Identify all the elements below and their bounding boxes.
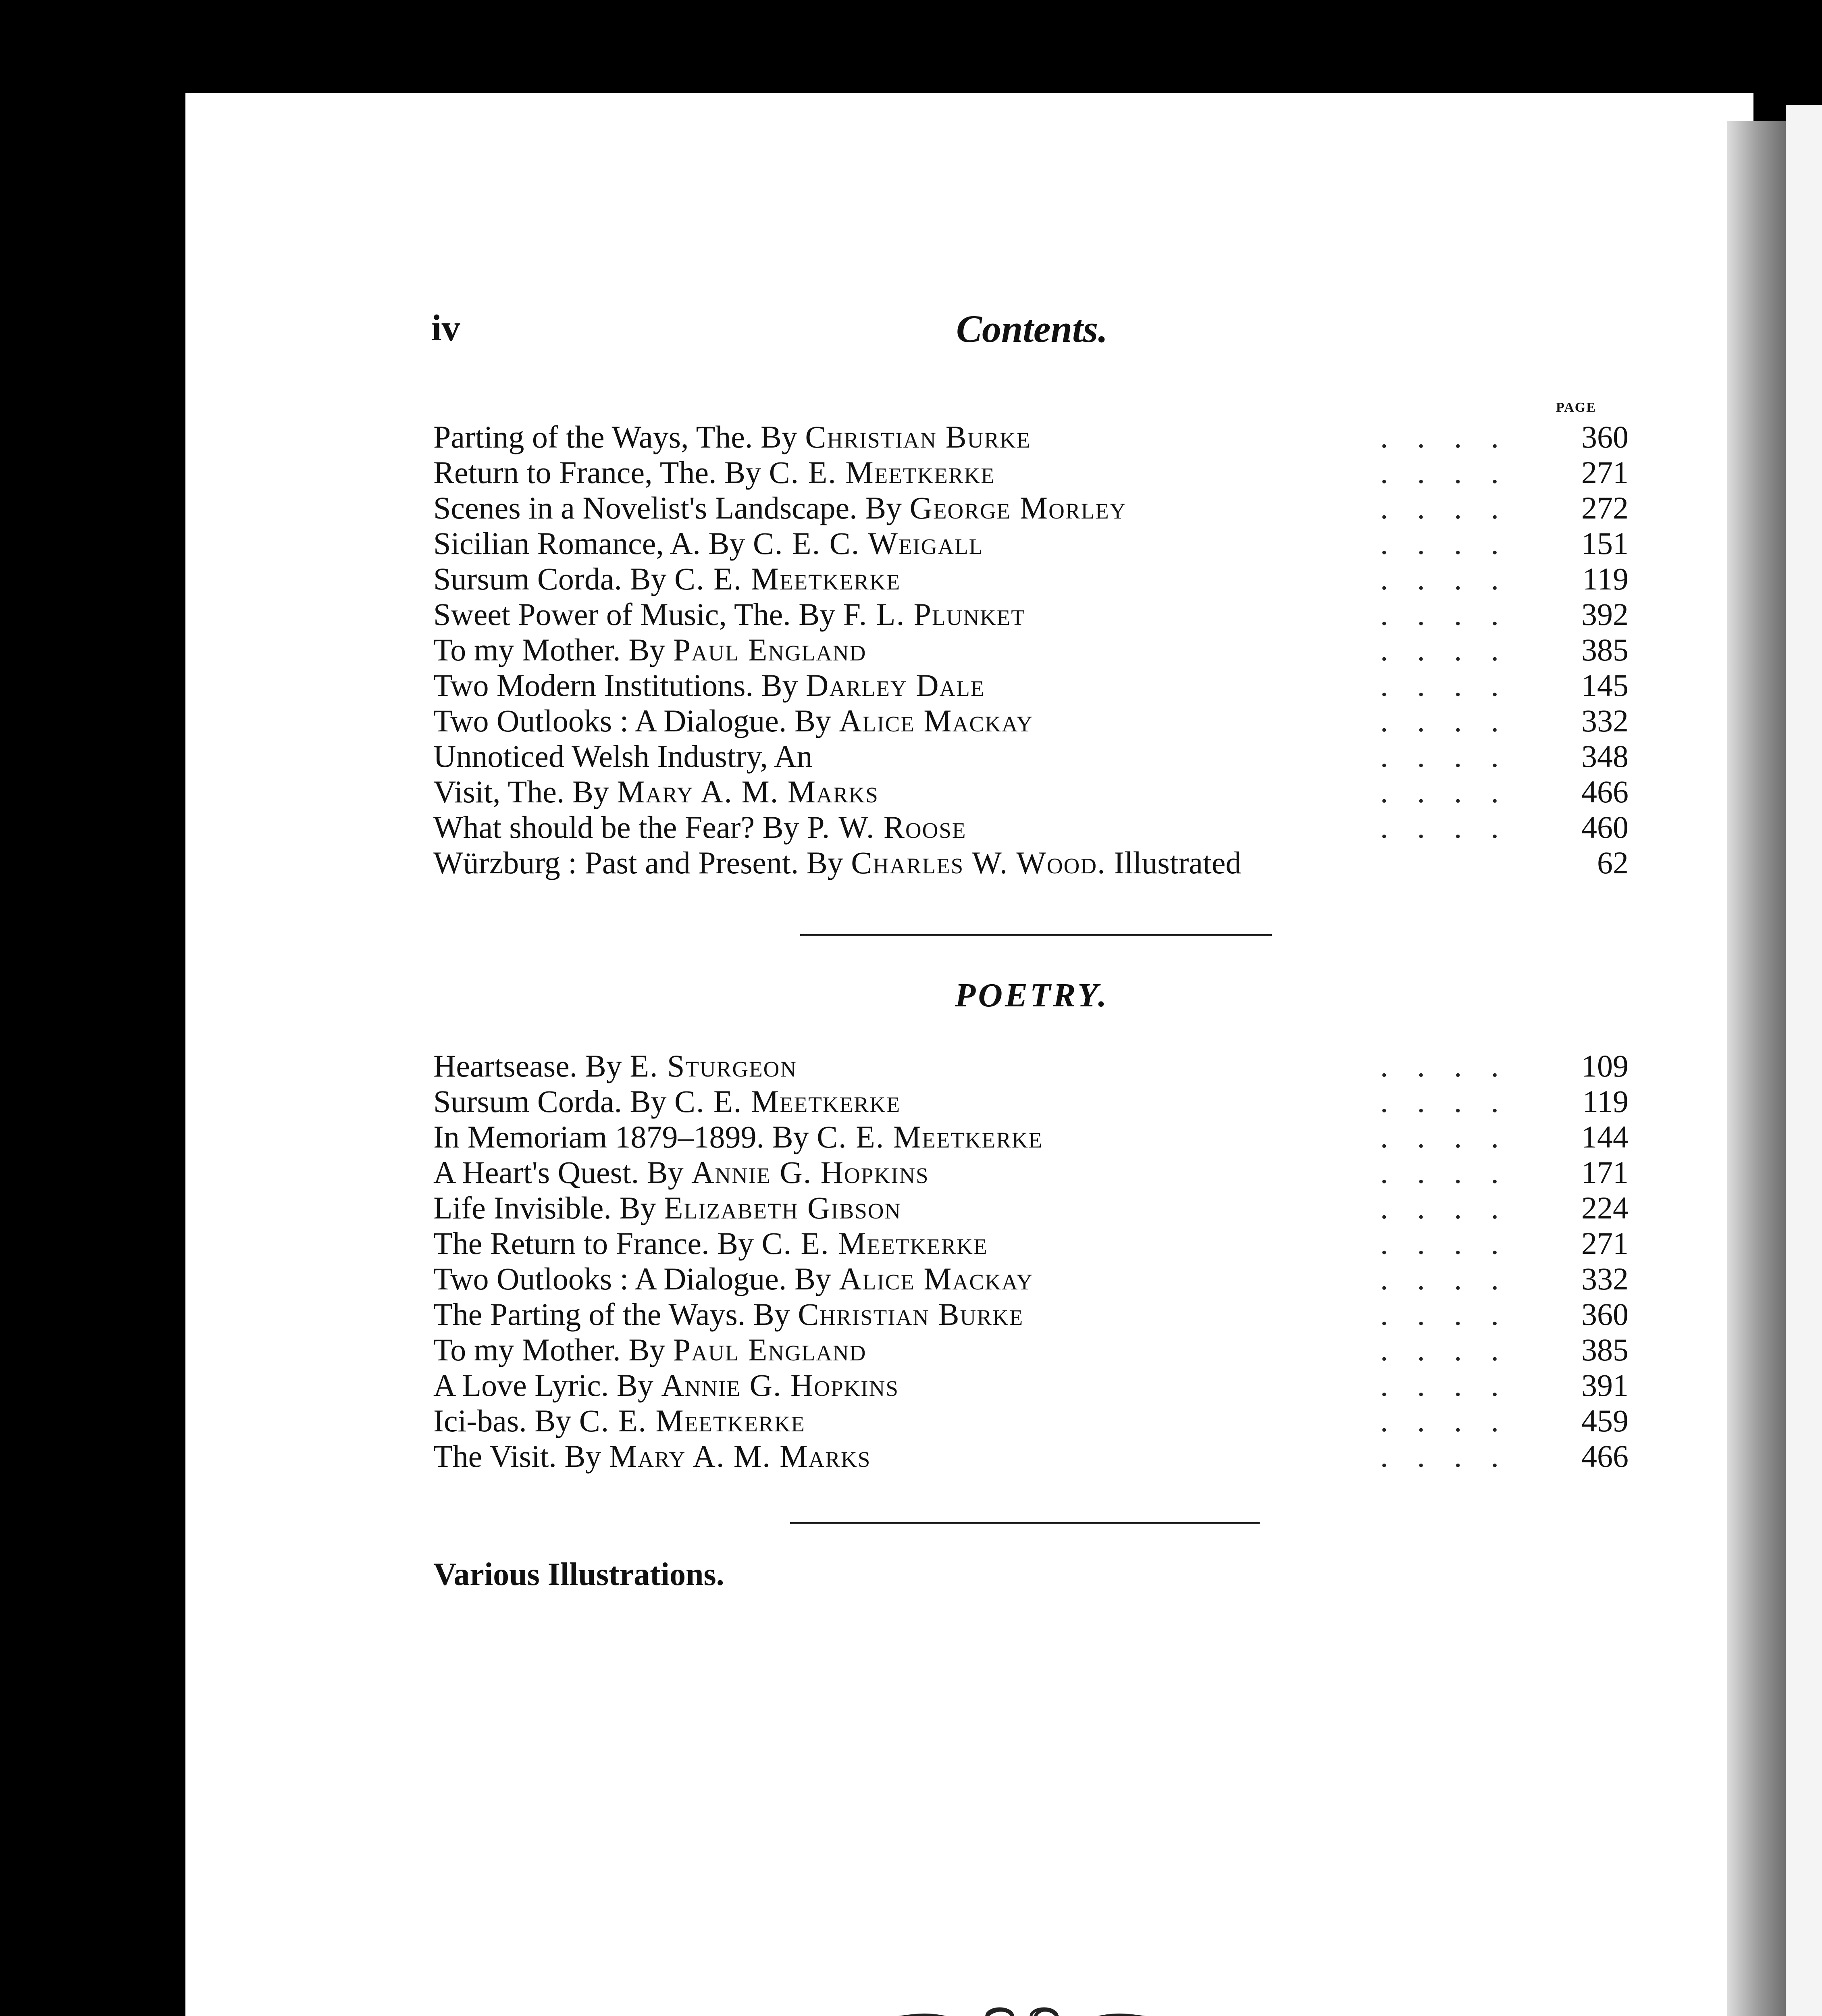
dot-leader: .... (1380, 810, 1528, 845)
entry-text (433, 810, 967, 845)
entry-title: The Visit. (433, 1439, 557, 1474)
entry-by: By (630, 561, 667, 596)
poetry-contents-list (433, 1048, 1629, 1474)
entry-text (433, 1119, 1043, 1155)
entry-author: Alice Mackay (839, 1261, 1034, 1296)
dot-leader: .... (1380, 419, 1528, 454)
toc-entry (433, 597, 1629, 632)
entry-author: P. W. Roose (807, 810, 967, 845)
section-divider (790, 1522, 1260, 1524)
entry-page-number: 466 (1581, 1439, 1629, 1474)
entry-text (433, 1439, 871, 1474)
toc-entry (433, 1403, 1629, 1439)
dot-leader: .... (1380, 739, 1528, 774)
dot-leader: .... (1380, 668, 1528, 703)
entry-title: Two Outlooks : A Dialogue. (433, 1261, 787, 1296)
entry-by: By (724, 455, 761, 490)
entry-author: Annie G. Hopkins (691, 1155, 929, 1190)
entry-by: By (806, 845, 843, 880)
entry-page-number: 360 (1581, 1297, 1629, 1332)
entry-author: C. E. Meetkerke (674, 561, 901, 596)
entry-by: By (628, 1332, 666, 1367)
entry-text (433, 490, 1126, 526)
entry-title: To my Mother. (433, 1332, 621, 1367)
entry-author: Christian Burke (805, 419, 1031, 454)
entry-author: Christian Burke (798, 1297, 1024, 1332)
entry-by: By (865, 490, 902, 525)
entry-page-number: 460 (1581, 810, 1629, 845)
entry-by: By (616, 1368, 653, 1403)
dot-leader: .... (1380, 632, 1528, 667)
running-title: Contents. (956, 307, 1108, 350)
entry-author: George Morley (909, 490, 1127, 525)
entry-page-number: 466 (1581, 774, 1629, 809)
toc-entry (433, 774, 1629, 810)
dot-leader: .... (1380, 1297, 1528, 1332)
entry-text (433, 739, 812, 774)
entry-text (433, 1332, 866, 1368)
entry-title: The Parting of the Ways. (433, 1297, 746, 1332)
toc-entry (433, 739, 1629, 774)
entry-by: By (564, 1439, 601, 1474)
entry-page-number: 271 (1581, 455, 1629, 490)
entry-by: By (585, 1048, 622, 1083)
entry-text (433, 1155, 929, 1190)
poetry-heading: POETRY. (955, 977, 1109, 1014)
entry-title: Life Invisible. (433, 1190, 611, 1225)
entry-text (433, 561, 901, 597)
entry-page-number: 224 (1581, 1190, 1629, 1225)
various-illustrations: Various Illustrations. (433, 1557, 724, 1592)
entry-page-number: 145 (1581, 668, 1629, 703)
entry-by: By (628, 632, 666, 667)
entry-page-number: 332 (1581, 1261, 1629, 1296)
entry-author: Charles W. Wood. (851, 845, 1106, 880)
entry-by: By (794, 1261, 831, 1296)
dot-leader: .... (1380, 526, 1528, 561)
entry-page-number: 392 (1581, 597, 1629, 632)
next-page-edge (1786, 105, 1822, 2016)
toc-entry (433, 455, 1629, 490)
entry-title: A Love Lyric. (433, 1368, 609, 1403)
dot-leader: .... (1380, 1439, 1528, 1474)
dot-leader: .... (1380, 597, 1528, 632)
toc-entry (433, 1261, 1629, 1297)
entry-text (433, 597, 1025, 632)
entry-text (433, 632, 866, 668)
entry-author: Annie G. Hopkins (661, 1368, 899, 1403)
entry-title: Sweet Power of Music, The. (433, 597, 791, 632)
entry-title: Ici-bas. (433, 1403, 527, 1438)
toc-entry (433, 419, 1629, 455)
dot-leader: .... (1380, 1119, 1528, 1154)
entry-text (433, 774, 879, 810)
toc-entry (433, 1297, 1629, 1332)
entry-title: Two Outlooks : A Dialogue. (433, 703, 787, 738)
entry-text (433, 455, 995, 490)
entry-by: By (762, 810, 799, 845)
toc-entry (433, 490, 1629, 526)
entry-text (433, 1261, 1033, 1297)
entry-by: By (799, 597, 836, 632)
entry-page-number: 119 (1582, 1084, 1629, 1119)
entry-text (433, 845, 1241, 881)
entry-author: F. L. Plunket (843, 597, 1025, 632)
entry-text (433, 1226, 988, 1261)
entry-title: What should be the Fear? (433, 810, 755, 845)
entry-title: Würzburg : Past and Present. (433, 845, 799, 880)
toc-entry (433, 1190, 1629, 1226)
entry-page-number: 151 (1581, 526, 1629, 561)
toc-entry (433, 845, 1629, 881)
entry-text (433, 1084, 901, 1119)
entry-text (433, 668, 985, 703)
entry-text (433, 526, 983, 561)
tailpiece-ornament (742, 2000, 1302, 2016)
page-folio: iv (431, 307, 460, 348)
dot-leader: .... (1380, 774, 1528, 809)
entry-by: By (708, 526, 745, 561)
entry-title: Sicilian Romance, A. (433, 526, 701, 561)
entry-page-number: 119 (1582, 561, 1629, 596)
entry-page-number: 109 (1581, 1048, 1629, 1083)
toc-entry (433, 1226, 1629, 1261)
entry-note: Illustrated (1114, 845, 1242, 880)
toc-entry (433, 526, 1629, 561)
dot-leader: .... (1380, 1368, 1528, 1403)
entry-title: Scenes in a Novelist's Landscape. (433, 490, 857, 525)
entry-title: The Return to France. (433, 1226, 709, 1261)
entry-author: Mary A. M. Marks (609, 1439, 871, 1474)
dot-leader: .... (1380, 703, 1528, 738)
entry-author: E. Sturgeon (630, 1048, 797, 1083)
entry-title: Return to France, The. (433, 455, 717, 490)
toc-entry (433, 1155, 1629, 1190)
entry-author: Elizabeth Gibson (663, 1190, 902, 1225)
section-divider (800, 934, 1272, 936)
entry-page-number: 144 (1581, 1119, 1629, 1154)
dot-leader: .... (1380, 1155, 1528, 1190)
entry-text (433, 1368, 899, 1403)
entry-title: In Memoriam 1879–1899. (433, 1119, 765, 1154)
toc-entry (433, 668, 1629, 703)
dot-leader: .... (1380, 1084, 1528, 1119)
dot-leader: .... (1380, 490, 1528, 525)
dot-leader: .... (1380, 561, 1528, 596)
entry-by: By (572, 774, 609, 809)
entry-title: To my Mother. (433, 632, 621, 667)
entry-text (433, 1048, 797, 1084)
toc-entry (433, 1119, 1629, 1155)
entry-by: By (760, 419, 797, 454)
entry-by: By (630, 1084, 667, 1119)
entry-author: Mary A. M. Marks (617, 774, 879, 809)
entry-title: Parting of the Ways, The. (433, 419, 753, 454)
dot-leader: .... (1380, 1190, 1528, 1225)
entry-author: Paul England (673, 1332, 867, 1367)
entry-page-number: 360 (1581, 419, 1629, 454)
prose-contents-list (433, 419, 1629, 881)
entry-author: C. E. Meetkerke (579, 1403, 805, 1438)
entry-by: By (753, 1297, 790, 1332)
entry-title: A Heart's Quest. (433, 1155, 639, 1190)
entry-title: Visit, The. (433, 774, 565, 809)
entry-page-number: 459 (1581, 1403, 1629, 1438)
entry-title: Sursum Corda. (433, 1084, 622, 1119)
dot-leader: .... (1380, 1261, 1528, 1296)
entry-author: C. E. C. Weigall (753, 526, 984, 561)
entry-by: By (772, 1119, 809, 1154)
toc-entry (433, 1368, 1629, 1403)
entry-author: Paul England (673, 632, 867, 667)
entry-text (433, 419, 1031, 455)
entry-page-number: 272 (1581, 490, 1629, 525)
entry-page-number: 385 (1581, 632, 1629, 667)
entry-page-number: 385 (1581, 1332, 1629, 1367)
entry-page-number: 271 (1581, 1226, 1629, 1261)
entry-text (433, 1297, 1023, 1332)
dot-leader: .... (1380, 1226, 1528, 1261)
entry-title: Sursum Corda. (433, 561, 622, 596)
toc-entry (433, 1084, 1629, 1119)
entry-page-number: 348 (1581, 739, 1629, 774)
entry-title: Unnoticed Welsh Industry, An (433, 739, 813, 774)
toc-entry (433, 1332, 1629, 1368)
entry-text (433, 703, 1033, 739)
entry-by: By (619, 1190, 656, 1225)
dot-leader: .... (1380, 1403, 1528, 1438)
entry-page-number: 332 (1581, 703, 1629, 738)
dot-leader: .... (1380, 455, 1528, 490)
dot-leader: .... (1380, 1048, 1528, 1083)
running-head (431, 306, 1633, 355)
entry-author: C. E. Meetkerke (674, 1084, 901, 1119)
entry-author: Darley Dale (806, 668, 985, 703)
entry-page-number: 62 (1597, 845, 1629, 880)
toc-entry (433, 703, 1629, 739)
dot-leader: .... (1380, 1332, 1528, 1367)
entry-by: By (761, 668, 798, 703)
entry-by: By (794, 703, 831, 738)
entry-page-number: 171 (1581, 1155, 1629, 1190)
toc-entry (433, 561, 1629, 597)
entry-author: C. E. Meetkerke (761, 1226, 988, 1261)
entry-author: C. E. Meetkerke (769, 455, 995, 490)
entry-text (433, 1403, 805, 1439)
entry-by: By (535, 1403, 572, 1438)
toc-entry (433, 1439, 1629, 1474)
page-column-label: PAGE (1556, 400, 1596, 415)
entry-by: By (647, 1155, 684, 1190)
entry-author: C. E. Meetkerke (817, 1119, 1043, 1154)
entry-page-number: 391 (1581, 1368, 1629, 1403)
toc-entry (433, 810, 1629, 845)
toc-entry (433, 1048, 1629, 1084)
toc-entry (433, 632, 1629, 668)
entry-title: Heartsease. (433, 1048, 578, 1083)
entry-author: Alice Mackay (839, 703, 1034, 738)
entry-text (433, 1190, 901, 1226)
entry-title: Two Modern Institutions. (433, 668, 754, 703)
entry-by: By (717, 1226, 754, 1261)
